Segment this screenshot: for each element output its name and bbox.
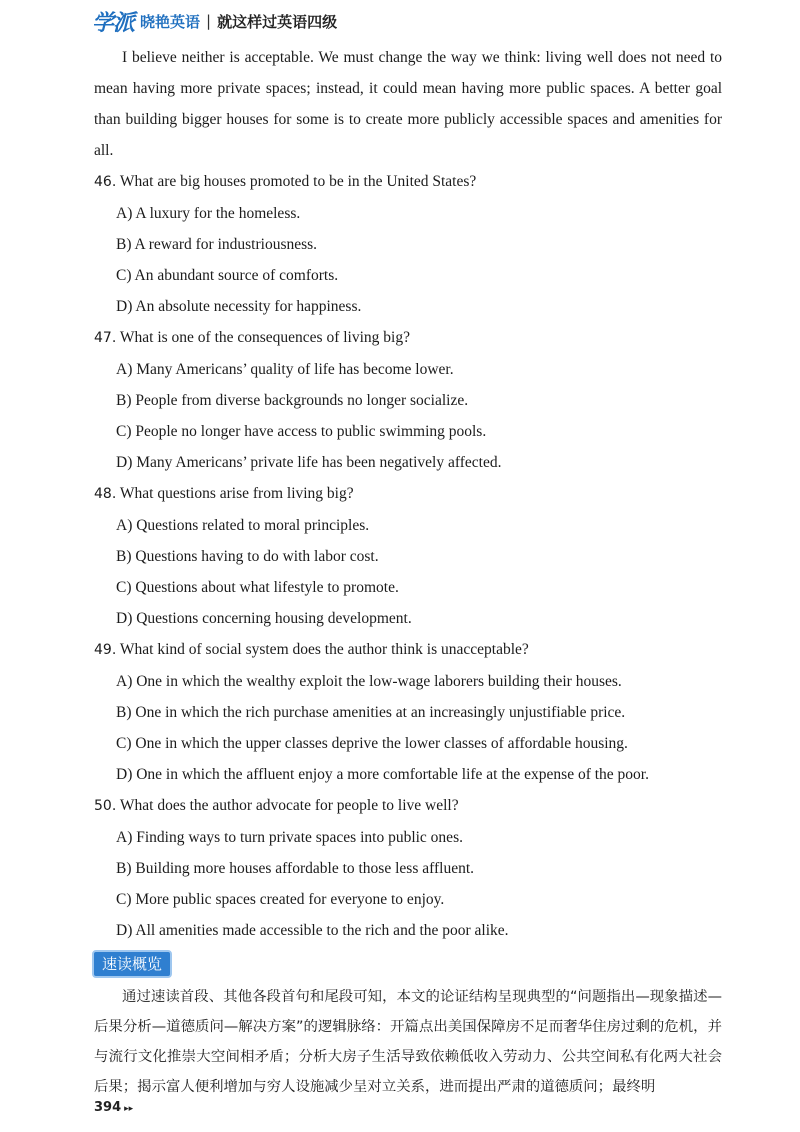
- answer-option: C) One in which the upper classes deprive the lower classes of affordable housing.: [116, 735, 628, 752]
- answer-option: D) One in which the affluent enjoy a more comfortable life at the expense of the poor.: [116, 766, 649, 783]
- book-tagline: 就这样过英语四级: [217, 12, 338, 31]
- question-text: What kind of social system does the author think is unacceptable?: [119, 641, 529, 658]
- answer-option: B) One in which the rich purchase amenities at an increasingly unjustifiable price.: [116, 704, 626, 721]
- passage-final-paragraph: I believe neither is acceptable. We must change the way we think: living well does not need to mean having more private spaces; instead, it could mean having more public spaces. A better goal than building bigger houses for some is to create more publicly accessible spaces and amenities for all.: [94, 49, 722, 159]
- question-text: What is one of the consequences of living big?: [119, 329, 410, 346]
- answer-option: D) Questions concerning housing development.: [116, 610, 412, 627]
- answer-option: A) Questions related to moral principles.: [116, 517, 370, 534]
- answer-option: A) One in which the wealthy exploit the low-wage laborers building their houses.: [116, 673, 622, 690]
- question-stem: [94, 634, 722, 666]
- answer-option: C) An abundant source of comforts.: [116, 267, 339, 284]
- answer-option: C) Questions about what lifestyle to promote.: [116, 579, 399, 596]
- header-separator: |: [206, 12, 212, 30]
- answer-option: D) Many Americans’ private life has been negatively affected.: [116, 454, 502, 471]
- answer-option: C) People no longer have access to public swimming pools.: [116, 423, 487, 440]
- publisher-logo: 学派: [92, 10, 135, 36]
- overview-paragraph: 通过速读首段、其他各段首句和尾段可知，本文的论证结构呈现典型的“问题指出—现象描述—后果分析—道德质问—解决方案”的逻辑脉络：开篇点出美国保障房不足而奢华住房过剩的危机，并与流行文化推崇大空间相矛盾；分析大房子生活导致依赖低收入劳动力、公共空间私有化两大社会后果；揭示富人便利增加与穷人设施减少呈对立关系，进而提出严肃的道德质问；最终明: [94, 989, 722, 1095]
- question-list: [94, 166, 722, 946]
- question-number: 47.: [94, 330, 117, 346]
- question-number: 46.: [94, 174, 117, 190]
- answer-option: B) Questions having to do with labor cost.: [116, 548, 379, 565]
- answer-option: B) Building more houses affordable to those less affluent.: [116, 860, 475, 877]
- answer-option: B) People from diverse backgrounds no longer socialize.: [116, 392, 469, 409]
- page-arrow-icon: ▸▸: [124, 1104, 134, 1114]
- page-number-value: 394: [94, 1100, 122, 1115]
- answer-option: D) An absolute necessity for happiness.: [116, 298, 362, 315]
- question-stem: [94, 478, 722, 510]
- page-content: [94, 42, 722, 946]
- answer-option: B) A reward for industriousness.: [116, 236, 318, 253]
- page-number: [94, 1100, 133, 1115]
- question-number: 49.: [94, 642, 117, 658]
- speed-reading-overview-tag: 速读概览: [92, 950, 172, 978]
- answer-option: D) All amenities made accessible to the rich and the poor alike.: [116, 922, 509, 939]
- question-stem: [94, 166, 722, 198]
- brand-name: 晓艳英语: [140, 12, 201, 31]
- question-text: What does the author advocate for people to live well?: [119, 797, 459, 814]
- question-stem: [94, 322, 722, 354]
- answer-option: A) Many Americans’ quality of life has become lower.: [116, 361, 454, 378]
- question-text: What are big houses promoted to be in the United States?: [119, 173, 477, 190]
- question-number: 48.: [94, 486, 117, 502]
- answer-option: A) A luxury for the homeless.: [116, 205, 301, 222]
- question-text: What questions arise from living big?: [119, 485, 354, 502]
- page-header: [92, 6, 337, 36]
- answer-option: A) Finding ways to turn private spaces into public ones.: [116, 829, 463, 846]
- question-stem: [94, 790, 722, 822]
- question-number: 50.: [94, 798, 117, 814]
- answer-option: C) More public spaces created for everyone to enjoy.: [116, 891, 445, 908]
